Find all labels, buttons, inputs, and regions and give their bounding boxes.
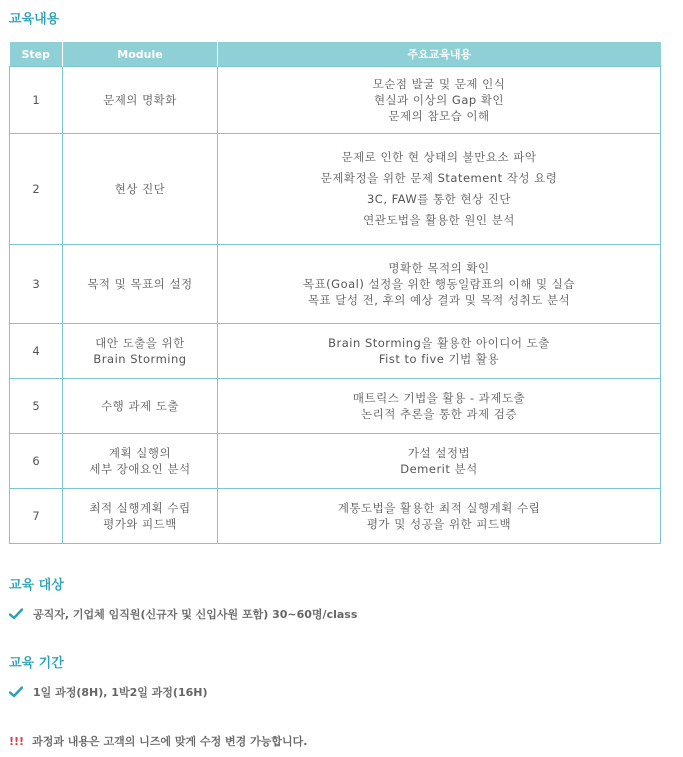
content-line: Demerit 분석 [400, 462, 478, 476]
table-row [10, 379, 661, 434]
module-cell [63, 379, 218, 434]
step-cell: 1 [10, 67, 63, 134]
content-line: 문제로 인한 현 상태의 불만요소 파악 [341, 150, 537, 164]
content-line: 3C, FAW를 통한 현상 진단 [366, 192, 512, 206]
content-line: 현실과 이상의 Gap 확인 [373, 93, 505, 107]
content-line: 문제확정을 위한 문제 Statement 작성 요령 [320, 171, 558, 185]
module-line: 수행 과제 도출 [101, 399, 179, 413]
table-row [10, 324, 661, 379]
module-line: 계획 실행의 [108, 446, 172, 460]
module-cell [63, 489, 218, 544]
content-line: 명확한 목적의 확인 [388, 261, 490, 275]
table-row [10, 489, 661, 544]
module-line: 세부 장애요인 분석 [89, 462, 191, 476]
step-cell: 2 [10, 134, 63, 245]
content-cell [218, 245, 661, 324]
module-line: 목적 및 목표의 설정 [87, 277, 193, 291]
module-line: 대안 도출을 위한 [95, 336, 185, 350]
content-line: 가설 설정법 [407, 446, 471, 460]
content-cell [218, 134, 661, 245]
check-icon [9, 686, 23, 698]
section-title-content: 교육내용 [9, 12, 60, 27]
content-line: 논리적 추론을 통한 과제 검증 [361, 407, 517, 421]
content-cell [218, 324, 661, 379]
table-row [10, 245, 661, 324]
header-module: Module [63, 42, 218, 67]
module-cell [63, 245, 218, 324]
note-text: 과정과 내용은 고객의 니즈에 맞게 수정 변경 가능합니다. [32, 735, 308, 748]
table-header-row [10, 42, 661, 67]
table-row [10, 67, 661, 134]
target-item [9, 606, 357, 622]
section-title-period: 교육 기간 [9, 656, 64, 671]
module-line: 평가와 피드백 [103, 517, 177, 531]
curriculum-table [9, 42, 661, 544]
content-cell [218, 67, 661, 134]
content-line: 목표 달성 전, 후의 예상 결과 및 목적 성취도 분석 [307, 293, 571, 307]
period-item [9, 684, 208, 700]
content-line: 모순점 발굴 및 문제 인식 [372, 77, 506, 91]
step-cell: 7 [10, 489, 63, 544]
content-cell [218, 489, 661, 544]
module-cell [63, 67, 218, 134]
step-cell: 5 [10, 379, 63, 434]
content-line: 평가 및 성공을 위한 피드백 [366, 517, 512, 531]
content-line: 목표(Goal) 설정을 위한 행동일람표의 이해 및 실습 [302, 277, 576, 291]
content-line: Brain Storming을 활용한 아이디어 도출 [328, 336, 550, 350]
module-line: 최적 실행계획 수립 [89, 501, 191, 515]
content-cell [218, 434, 661, 489]
module-cell [63, 434, 218, 489]
table-row [10, 134, 661, 245]
section-title-target: 교육 대상 [9, 578, 64, 593]
content-line: 계통도법을 활용한 최적 실행계획 수립 [337, 501, 541, 515]
content-cell [218, 379, 661, 434]
module-cell [63, 324, 218, 379]
alert-marker: !!! [9, 734, 25, 748]
content-line: 매트릭스 기법을 활용 - 과제도출 [352, 391, 526, 405]
content-line: 연관도법을 활용한 원인 분석 [363, 213, 515, 227]
content-line: Fist to five 기법 활용 [378, 352, 500, 366]
header-step: Step [10, 42, 63, 67]
content-line: 문제의 참모습 이해 [388, 109, 490, 123]
module-line: 문제의 명확화 [103, 93, 177, 107]
step-cell: 3 [10, 245, 63, 324]
step-cell: 4 [10, 324, 63, 379]
customization-note [9, 733, 307, 749]
check-icon [9, 608, 23, 620]
target-text: 공직자, 기업체 임직원(신규자 및 신입사원 포함) 30~60명/class [33, 608, 358, 621]
module-cell [63, 134, 218, 245]
header-content: 주요교육내용 [218, 42, 661, 67]
period-text: 1일 과정(8H), 1박2일 과정(16H) [33, 686, 208, 699]
table-row [10, 434, 661, 489]
module-line: 현상 진단 [114, 182, 166, 196]
module-line: Brain Storming [93, 352, 187, 366]
step-cell: 6 [10, 434, 63, 489]
